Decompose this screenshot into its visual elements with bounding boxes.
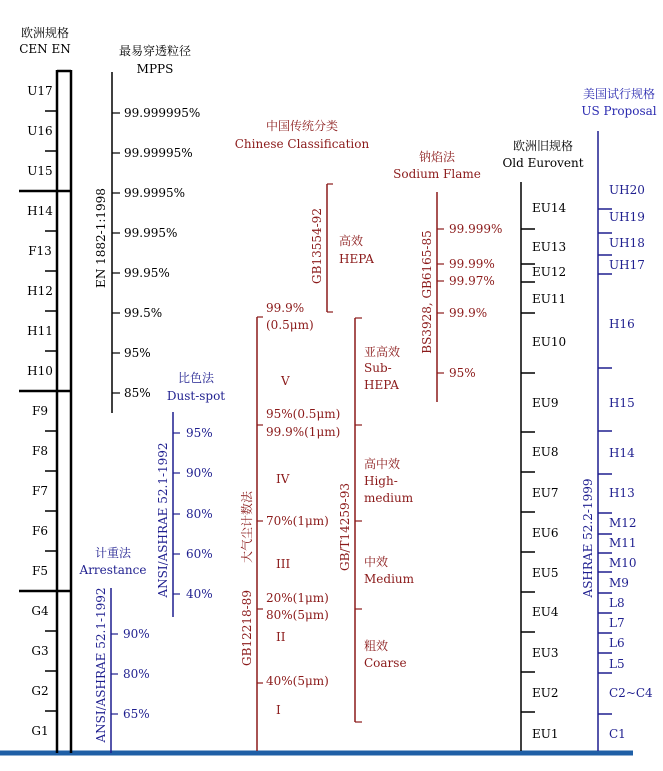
us-class-label: M11 bbox=[609, 536, 637, 550]
arrestance-standard: ANSI/ASHRAE 52.1-1992 bbox=[94, 587, 108, 743]
mpps-value: 99.5% bbox=[124, 306, 163, 320]
us-class-label: UH19 bbox=[609, 210, 645, 224]
cen-title-en: CEN EN bbox=[19, 42, 71, 56]
dustspot-value: 60% bbox=[186, 547, 213, 561]
sodium-column bbox=[393, 149, 502, 402]
cen-class-label: U15 bbox=[27, 164, 53, 178]
cen-class-label: F5 bbox=[32, 564, 48, 578]
eurovent-class-label: EU6 bbox=[532, 526, 559, 540]
mpps-value: 99.995% bbox=[124, 226, 178, 240]
us-class-label: H16 bbox=[609, 317, 635, 331]
coarse-label-cn: 粗效 bbox=[364, 639, 389, 653]
count-level-label: 99.9%(1μm) bbox=[266, 425, 341, 439]
cen-class-label: H14 bbox=[27, 204, 53, 218]
cen-class-label: F7 bbox=[32, 484, 48, 498]
cen-class-label: G2 bbox=[31, 684, 49, 698]
hepa-label-en: HEPA bbox=[339, 252, 374, 266]
us-class-label: UH17 bbox=[609, 258, 645, 272]
count-level-label: 70%(1μm) bbox=[266, 514, 329, 528]
sodium-value: 99.99% bbox=[449, 257, 495, 271]
medium-label-en: Medium bbox=[364, 572, 415, 586]
cen-column bbox=[19, 25, 71, 753]
eurovent-column bbox=[502, 138, 583, 751]
us-class-label: H15 bbox=[609, 396, 635, 410]
sodium-standard: BS3928, GB6165-85 bbox=[420, 230, 434, 354]
us-class-label: UH20 bbox=[609, 183, 645, 197]
mpps-standard: EN 1882-1:1998 bbox=[94, 188, 108, 288]
count-level-label: V bbox=[281, 374, 290, 388]
mpps-ticks bbox=[112, 106, 200, 400]
eurovent-class-label: EU3 bbox=[532, 646, 559, 660]
count-standard-cn: 大气尘计数法 bbox=[240, 490, 254, 564]
arrestance-title-cn: 计重法 bbox=[94, 546, 132, 560]
eurovent-class-label: EU14 bbox=[532, 201, 567, 215]
cen-class-label: U16 bbox=[27, 124, 53, 138]
subhepa-label-cn: 亚高效 bbox=[364, 345, 401, 359]
dustspot-column bbox=[156, 370, 225, 617]
hepa-label-cn: 高效 bbox=[339, 234, 364, 248]
cen-class-label: U17 bbox=[27, 84, 53, 98]
eurovent-class-label: EU4 bbox=[532, 605, 559, 619]
eurovent-title-en: Old Eurovent bbox=[502, 156, 584, 170]
arrestance-value: 80% bbox=[123, 667, 150, 681]
cen-class-label: H11 bbox=[27, 324, 53, 338]
sodium-title-en: Sodium Flame bbox=[393, 167, 481, 181]
eurovent-class-label: EU11 bbox=[532, 292, 567, 306]
us-class-label: H13 bbox=[609, 486, 635, 500]
sodium-value: 95% bbox=[449, 366, 476, 380]
mpps-title-cn: 最易穿透粒径 bbox=[118, 44, 192, 58]
eurovent-class-label: EU9 bbox=[532, 396, 559, 410]
eurovent-title-cn: 欧洲旧规格 bbox=[512, 139, 574, 153]
subhepa-label-en2: HEPA bbox=[364, 378, 399, 392]
dustspot-value: 40% bbox=[186, 587, 213, 601]
mpps-title-en: MPPS bbox=[136, 62, 174, 76]
count-level-label: 80%(5μm) bbox=[266, 608, 329, 622]
chinese-title-cn: 中国传统分类 bbox=[265, 119, 339, 133]
count-level-label: 20%(1μm) bbox=[266, 591, 329, 605]
highmed-label-en2: medium bbox=[364, 491, 414, 505]
hepa-standard: GB13554-92 bbox=[310, 208, 324, 284]
count-level-label: IV bbox=[276, 472, 290, 486]
dustspot-value: 80% bbox=[186, 507, 213, 521]
eurovent-class-label: EU12 bbox=[532, 265, 567, 279]
us-standard: ASHRAE 52.2-1999 bbox=[581, 478, 595, 598]
cen-class-label: F8 bbox=[32, 444, 48, 458]
eurovent-class-label: EU7 bbox=[532, 486, 559, 500]
dustspot-value: 90% bbox=[186, 466, 213, 480]
count-ticks bbox=[257, 301, 340, 717]
us-class-label: C1 bbox=[609, 727, 626, 741]
mpps-value: 85% bbox=[124, 386, 151, 400]
arrestance-value: 90% bbox=[123, 627, 150, 641]
us-class-label: UH18 bbox=[609, 236, 645, 250]
chinese-title-en: Chinese Classification bbox=[234, 137, 370, 151]
us-class-label: M9 bbox=[609, 576, 629, 590]
arrestance-title-en: Arrestance bbox=[79, 563, 147, 577]
us-class-label: M10 bbox=[609, 556, 637, 570]
count-level-label: III bbox=[276, 557, 291, 571]
eurovent-class-label: EU5 bbox=[532, 566, 559, 580]
mpps-value: 99.999995% bbox=[124, 106, 201, 120]
cen-class-label: G3 bbox=[31, 644, 49, 658]
arrestance-column bbox=[79, 545, 150, 753]
eurovent-class-label: EU2 bbox=[532, 686, 559, 700]
count-standard-code: GB12218-89 bbox=[240, 590, 254, 666]
dustspot-title-en: Dust-spot bbox=[166, 389, 226, 403]
count-level-label: I bbox=[276, 703, 281, 717]
general-standard: GB/T14259-93 bbox=[338, 483, 352, 571]
cen-class-label: F13 bbox=[28, 244, 52, 258]
us-class-label: L5 bbox=[609, 657, 625, 671]
eurovent-class-label: EU8 bbox=[532, 445, 559, 459]
dustspot-standard: ANSI/ASHRAE 52.1-1992 bbox=[156, 442, 170, 598]
us-column bbox=[581, 86, 657, 751]
cen-class-label: H12 bbox=[27, 284, 53, 298]
cen-class-label: G1 bbox=[31, 724, 49, 738]
arrestance-value: 65% bbox=[123, 707, 150, 721]
count-level-label: II bbox=[276, 630, 286, 644]
us-class-label: L7 bbox=[609, 616, 625, 630]
highmed-label-cn: 高中效 bbox=[364, 457, 401, 471]
cen-class-label: F9 bbox=[32, 404, 48, 418]
mpps-column bbox=[94, 43, 200, 413]
subhepa-label-en1: Sub- bbox=[364, 361, 392, 375]
dustspot-value: 95% bbox=[186, 426, 213, 440]
eurovent-class-label: EU1 bbox=[532, 727, 559, 741]
sodium-title-cn: 钠焰法 bbox=[418, 150, 456, 164]
cen-class-label: F6 bbox=[32, 524, 48, 538]
medium-label-cn: 中效 bbox=[364, 555, 389, 569]
count-level-label: 99.9% bbox=[266, 301, 305, 315]
sodium-value: 99.999% bbox=[449, 222, 503, 236]
dustspot-ticks bbox=[173, 426, 213, 601]
us-class-label: C2~C4 bbox=[609, 686, 653, 700]
us-title-cn: 美国试行规格 bbox=[582, 87, 656, 101]
cen-class-label: H10 bbox=[27, 364, 53, 378]
general-ticks bbox=[355, 318, 362, 722]
cen-title-cn: 欧洲规格 bbox=[20, 26, 70, 40]
cen-class-label: G4 bbox=[31, 604, 49, 618]
us-class-label: L6 bbox=[609, 636, 625, 650]
us-title-en: US Proposal bbox=[581, 104, 657, 118]
dustspot-title-cn: 比色法 bbox=[177, 371, 215, 385]
mpps-value: 99.95% bbox=[124, 266, 170, 280]
sodium-value: 99.9% bbox=[449, 306, 488, 320]
arrestance-ticks bbox=[111, 627, 150, 721]
count-level-label: 95%(0.5μm) bbox=[266, 407, 341, 421]
sodium-value: 99.97% bbox=[449, 274, 495, 288]
us-class-label: M12 bbox=[609, 516, 637, 530]
eurovent-class-label: EU13 bbox=[532, 240, 567, 254]
highmed-label-en1: High- bbox=[364, 474, 398, 488]
cen-labels bbox=[27, 84, 53, 738]
us-class-label: H14 bbox=[609, 446, 635, 460]
sodium-ticks bbox=[437, 222, 502, 380]
mpps-value: 99.9995% bbox=[124, 186, 186, 200]
chinese-column bbox=[235, 118, 415, 751]
us-class-label: L8 bbox=[609, 596, 625, 610]
mpps-value: 95% bbox=[124, 346, 151, 360]
coarse-label-en: Coarse bbox=[364, 656, 407, 670]
eurovent-class-label: EU10 bbox=[532, 335, 567, 349]
eurovent-labels bbox=[532, 201, 567, 741]
us-labels bbox=[609, 183, 653, 741]
count-level-label: 40%(5μm) bbox=[266, 674, 329, 688]
count-level-label: (0.5μm) bbox=[266, 318, 314, 332]
mpps-value: 99.99995% bbox=[124, 146, 193, 160]
